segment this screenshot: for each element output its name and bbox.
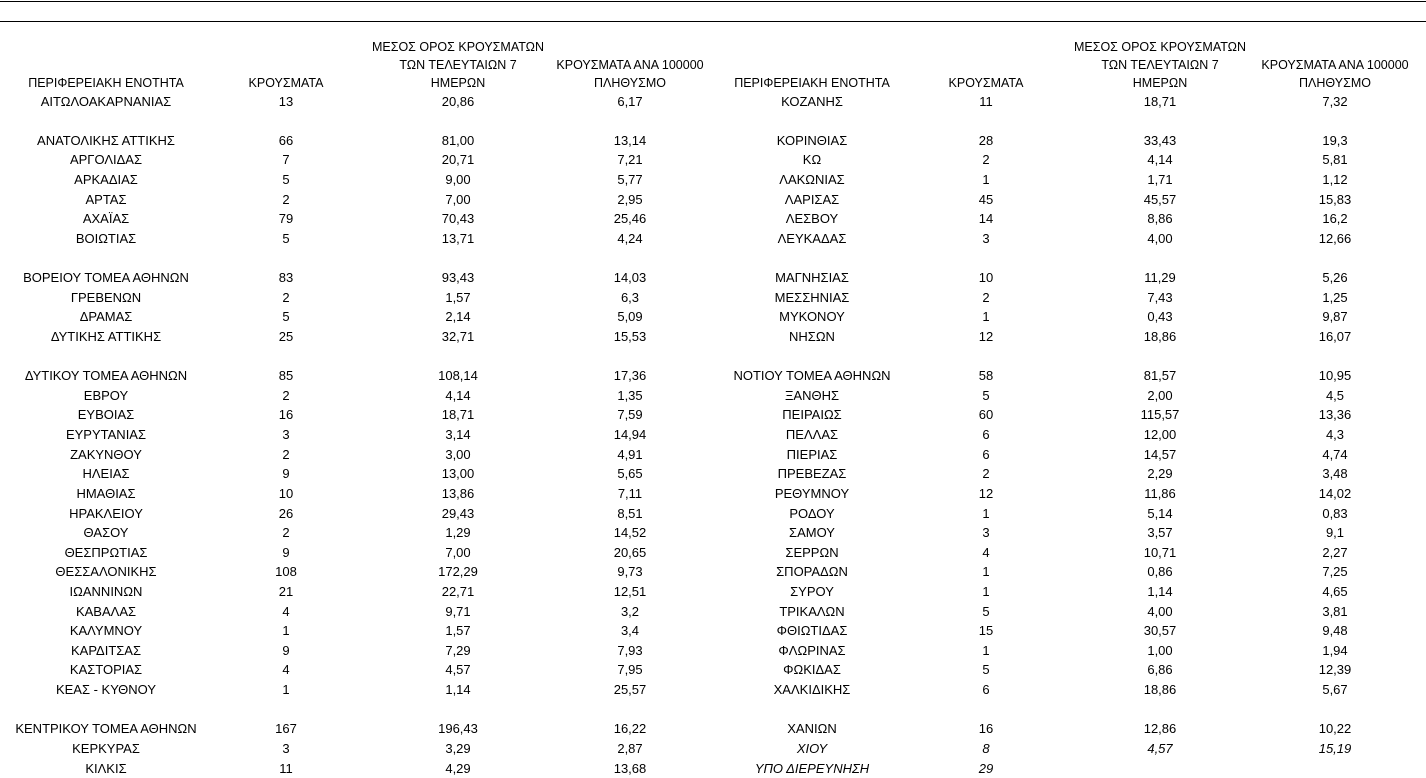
right-region-cell: ΡΕΘΥΜΝΟΥ [774,485,850,501]
left-cases-cell: 21 [278,584,294,599]
left-cases-cell: 2 [282,387,290,403]
right-avg7-cell: 3,57 [1147,525,1173,541]
right-region-cell: ΤΡΙΚΑΛΩΝ [779,603,845,619]
left-avg7-cell: 13,00 [441,466,475,482]
left-avg7-cell: 70,43 [441,211,475,227]
left-cases-cell: 13 [278,93,294,109]
left-per100k-cell: 7,93 [617,642,643,658]
right-table-row [0,719,1426,739]
right-avg7-cell: 18,86 [1143,682,1177,698]
left-avg7-cell: 1,29 [445,525,471,541]
left-avg7-cell: 1,14 [445,682,471,698]
left-cases-cell: 2 [282,289,290,305]
right-per100k-cell: 3,81 [1322,603,1348,619]
right-table-row [0,543,1426,563]
left-avg7-cell: 172,29 [438,564,478,580]
right-avg7-cell: 4,00 [1147,603,1173,619]
left-avg7-cell: 4,14 [445,387,471,403]
right-table-row [0,504,1426,524]
right-region-cell: ΚΟΖΑΝΗΣ [781,93,843,109]
right-table-row [0,464,1426,484]
left-header-per100k-line1: ΚΡΟΥΣΜΑΤΑ ΑΝΑ 100000 [556,58,704,72]
right-table-row [0,739,1426,759]
left-region-cell: ΚΙΛΚΙΣ [85,760,127,776]
left-region-cell: ΗΜΑΘΙΑΣ [76,485,136,501]
left-cases-cell: 9 [282,544,290,560]
right-cases-cell: 11 [979,93,993,109]
right-avg7-cell: 0,86 [1147,564,1173,580]
right-table-row [0,484,1426,504]
right-cases-cell: 58 [978,368,994,384]
right-avg7-cell: 4,00 [1147,230,1173,246]
left-avg7-cell: 7,00 [445,544,471,560]
right-avg7-cell: 12,00 [1143,427,1177,443]
left-per100k-cell: 6,17 [617,93,643,109]
right-region-cell: ΞΑΝΘΗΣ [784,387,840,403]
left-per100k-cell: 5,09 [617,309,643,325]
right-per100k-cell: 5,67 [1322,682,1348,698]
left-per100k-cell: 17,36 [613,368,647,384]
right-region-cell: ΦΛΩΡΙΝΑΣ [778,642,846,658]
right-region-cell: ΜΥΚΟΝΟΥ [779,309,845,325]
right-cases-cell: 1 [982,309,990,325]
right-per100k-cell: 16,2 [1322,211,1348,227]
left-region-cell: ΚΕΡΚΥΡΑΣ [72,740,140,756]
left-region-cell: ΘΕΣΠΡΩΤΙΑΣ [64,544,148,560]
left-avg7-cell: 32,71 [441,328,475,344]
right-per100k-cell: 1,12 [1322,171,1348,187]
right-cases-cell: 1 [982,642,990,658]
left-per100k-cell: 16,22 [613,721,647,737]
right-cases-cell: 5 [982,603,990,619]
right-per100k-cell: 19,3 [1322,132,1348,148]
left-cases-cell: 2 [282,446,290,462]
right-table-row [0,405,1426,425]
right-table-row [0,425,1426,445]
right-region-cell: ΠΙΕΡΙΑΣ [786,446,838,462]
right-table-row [0,229,1426,249]
right-table-row [0,621,1426,641]
right-per100k-cell: 5,26 [1322,270,1348,286]
left-per100k-cell: 14,94 [613,427,647,443]
left-region-cell: ΗΛΕΙΑΣ [82,466,130,482]
left-cases-cell: 10 [278,485,294,501]
left-per100k-cell: 5,77 [617,171,643,187]
right-per100k-cell: 15,83 [1318,191,1352,207]
right-table-row [0,131,1426,151]
left-region-cell: ΕΥΒΟΙΑΣ [77,407,135,423]
left-avg7-cell: 22,71 [441,584,475,599]
right-region-cell: ΥΠΟ ΔΙΕΡΕΥΝΗΣΗ [754,760,870,776]
left-per100k-cell: 12,51 [613,584,647,599]
left-region-cell: ΔΡΑΜΑΣ [79,309,133,325]
right-avg7-cell: 1,00 [1147,642,1173,658]
right-avg7-cell: 30,57 [1143,623,1177,639]
left-region-cell: ΘΕΣΣΑΛΟΝΙΚΗΣ [55,564,157,580]
left-region-cell: ΑΧΑΪΑΣ [82,211,130,227]
left-cases-cell: 4 [282,662,290,678]
right-avg7-cell: 18,86 [1143,328,1177,344]
left-region-cell: ΔΥΤΙΚΗΣ ΑΤΤΙΚΗΣ [50,328,162,344]
right-table-row [0,660,1426,680]
left-cases-cell: 26 [278,505,294,521]
left-cases-cell: 108 [275,564,297,580]
right-header-avg-line3: ΗΜΕΡΩΝ [1132,76,1188,90]
left-header-region: ΠΕΡΙΦΕΡΕΙΑΚΗ ΕΝΟΤΗΤΑ [28,76,184,90]
right-cases-cell: 16 [978,721,994,737]
right-cases-cell: 2 [982,152,990,168]
right-per100k-cell: 4,5 [1325,387,1345,403]
right-region-cell: ΦΘΙΩΤΙΔΑΣ [776,623,848,639]
right-region-cell: ΣΑΜΟΥ [789,525,835,541]
right-region-cell: ΣΠΟΡΑΔΩΝ [776,564,848,580]
right-table-row [0,641,1426,661]
right-cases-cell: 3 [982,230,990,246]
right-table-row [0,288,1426,308]
right-table-row [0,445,1426,465]
left-per100k-cell: 4,91 [617,446,643,462]
right-cases-cell: 1 [982,505,990,521]
right-table-row [0,582,1426,602]
left-cases-cell: 2 [282,525,290,541]
left-cases-cell: 66 [278,132,294,148]
left-region-cell: ΑΡΚΑΔΙΑΣ [74,171,138,187]
right-avg7-cell: 1,71 [1147,171,1173,187]
left-region-cell: ΕΒΡΟΥ [83,387,129,403]
right-avg7-cell: 81,57 [1143,368,1177,384]
right-cases-cell: 4 [982,544,990,560]
left-cases-cell: 5 [282,230,290,246]
right-cases-cell: 29 [978,760,994,776]
left-cases-cell: 79 [278,211,294,227]
right-cases-cell: 45 [978,191,994,207]
right-per100k-cell: 7,25 [1322,564,1348,580]
right-region-cell: ΣΕΡΡΩΝ [785,544,839,560]
right-cases-cell: 6 [982,446,990,462]
right-table-row [0,523,1426,543]
right-cases-cell: 5 [982,662,990,678]
left-per100k-cell: 7,21 [617,152,643,168]
left-per100k-cell: 14,03 [613,270,647,286]
right-cases-cell: 5 [982,387,990,403]
right-avg7-cell: 5,14 [1147,505,1173,521]
right-cases-cell: 3 [982,525,990,541]
left-per100k-cell: 13,14 [613,132,647,148]
left-per100k-cell: 1,35 [617,387,643,403]
right-region-cell: ΧΑΛΚΙΔΙΚΗΣ [773,682,851,698]
right-table-row [0,562,1426,582]
left-avg7-cell: 9,71 [445,603,471,619]
right-avg7-cell: 12,86 [1143,721,1177,737]
left-cases-cell: 4 [282,603,290,619]
left-region-cell: ΘΑΣΟΥ [83,525,129,541]
right-region-cell: ΚΩ [802,152,822,168]
left-cases-cell: 3 [282,427,290,443]
right-avg7-cell: 14,57 [1143,446,1177,462]
right-avg7-cell: 8,86 [1147,211,1173,227]
right-cases-cell: 60 [978,407,994,423]
left-header-cases: ΚΡΟΥΣΜΑΤΑ [248,76,324,90]
right-cases-cell: 6 [982,427,990,443]
left-cases-cell: 83 [278,270,294,286]
left-cases-cell: 9 [282,642,290,658]
left-cases-cell: 167 [275,721,297,737]
left-region-cell: ΚΑΣΤΟΡΙΑΣ [69,662,143,678]
right-avg7-cell: 6,86 [1147,662,1173,678]
right-table-row [0,759,1426,778]
right-per100k-cell: 15,19 [1318,740,1352,756]
right-per100k-cell: 4,74 [1322,446,1348,462]
left-avg7-cell: 3,14 [445,427,471,443]
right-per100k-cell: 10,95 [1318,368,1352,384]
right-cases-cell: 6 [982,682,990,698]
left-per100k-cell: 8,51 [617,505,643,521]
left-avg7-cell: 1,57 [445,289,471,305]
left-region-cell: ΕΥΡΥΤΑΝΙΑΣ [65,427,147,443]
left-per100k-cell: 7,95 [617,662,643,678]
left-per100k-cell: 3,4 [620,623,640,639]
left-per100k-cell: 7,11 [617,485,643,501]
left-region-cell: ΑΡΓΟΛΙΔΑΣ [69,152,143,168]
right-avg7-cell: 4,57 [1147,740,1173,756]
left-per100k-cell: 2,87 [617,740,643,756]
left-cases-cell: 5 [282,171,290,187]
left-region-cell: ΒΟΡΕΙΟΥ ΤΟΜΕΑ ΑΘΗΝΩΝ [23,270,189,286]
right-per100k-cell: 2,27 [1322,544,1348,560]
left-avg7-cell: 4,57 [445,662,471,678]
right-region-cell: ΚΟΡΙΝΘΙΑΣ [776,132,848,148]
left-per100k-cell: 20,65 [613,544,647,560]
right-region-cell: ΛΑΚΩΝΙΑΣ [779,171,845,187]
right-region-cell: ΦΩΚΙΔΑΣ [783,662,841,678]
right-per100k-cell: 9,48 [1322,623,1348,639]
right-avg7-cell: 0,43 [1147,309,1173,325]
left-cases-cell: 1 [282,623,290,639]
right-table-row [0,170,1426,190]
right-region-cell: ΛΕΥΚΑΔΑΣ [777,230,847,246]
right-table-row [0,248,1426,268]
right-region-cell: ΧΑΝΙΩΝ [787,721,837,737]
right-cases-cell: 28 [978,132,994,148]
right-per100k-cell: 13,36 [1318,407,1352,423]
left-header-avg-line1: ΜΕΣΟΣ ΟΡΟΣ ΚΡΟΥΣΜΑΤΩΝ [371,40,545,54]
right-region-cell: ΛΑΡΙΣΑΣ [784,191,840,207]
right-header-per100k-line2: ΠΛΗΘΥΣΜΟ [1299,76,1371,90]
left-region-cell: ΚΑΡΔΙΤΣΑΣ [70,642,142,658]
right-avg7-cell: 4,14 [1147,152,1173,168]
right-region-cell: ΠΡΕΒΕΖΑΣ [777,466,847,482]
right-header-per100k-line1: ΚΡΟΥΣΜΑΤΑ ΑΝΑ 100000 [1261,58,1409,72]
right-per100k-cell: 4,3 [1325,427,1345,443]
right-table-row [0,92,1426,112]
left-per100k-cell: 4,24 [617,230,643,246]
right-header-region: ΠΕΡΙΦΕΡΕΙΑΚΗ ΕΝΟΤΗΤΑ [734,76,890,90]
right-region-cell: ΡΟΔΟΥ [789,505,835,521]
right-per100k-cell: 12,66 [1318,230,1352,246]
left-per100k-cell: 7,59 [617,407,643,423]
right-per100k-cell: 0,83 [1322,505,1348,521]
right-region-cell: ΣΥΡΟΥ [790,584,834,599]
left-header-avg-line3: ΗΜΕΡΩΝ [430,76,486,90]
right-avg7-cell: 115,57 [1140,407,1180,423]
left-per100k-cell: 6,3 [620,289,640,305]
left-region-cell: ΚΑΒΑΛΑΣ [75,603,137,619]
right-per100k-cell: 12,39 [1318,662,1352,678]
left-avg7-cell: 196,43 [438,721,478,737]
right-avg7-cell: 11,86 [1144,485,1176,501]
right-region-cell: ΜΕΣΣΗΝΙΑΣ [774,289,850,305]
right-avg7-cell: 7,43 [1147,289,1173,305]
left-avg7-cell: 93,43 [441,270,475,286]
right-cases-cell: 1 [982,564,990,580]
left-per100k-cell: 3,2 [620,603,640,619]
right-cases-cell: 8 [982,740,990,756]
right-region-cell: ΝΟΤΙΟΥ ΤΟΜΕΑ ΑΘΗΝΩΝ [733,368,891,384]
left-region-cell: ΙΩΑΝΝΙΝΩΝ [69,584,143,599]
right-cases-cell: 2 [982,466,990,482]
left-avg7-cell: 20,86 [441,93,475,109]
right-table-row [0,366,1426,386]
left-cases-cell: 11 [279,760,293,776]
right-table-row [0,209,1426,229]
left-cases-cell: 1 [282,682,290,698]
right-cases-cell: 10 [978,270,994,286]
left-avg7-cell: 3,29 [445,740,471,756]
right-per100k-cell: 1,94 [1322,642,1348,658]
right-per100k-cell: 3,48 [1322,466,1348,482]
right-table-row [0,386,1426,406]
left-cases-cell: 7 [282,152,290,168]
right-table-row [0,150,1426,170]
right-per100k-cell: 10,22 [1318,721,1352,737]
right-cases-cell: 12 [978,485,994,501]
right-cases-cell: 15 [978,623,994,639]
top-border-line [0,1,1426,2]
left-region-cell: ΑΙΤΩΛΟΑΚΑΡΝΑΝΙΑΣ [40,93,172,109]
left-avg7-cell: 20,71 [441,152,475,168]
right-cases-cell: 12 [978,328,994,344]
right-header-cases: ΚΡΟΥΣΜΑΤΑ [948,76,1024,90]
left-region-cell: ΒΟΙΩΤΙΑΣ [75,230,137,246]
right-table-row [0,111,1426,131]
right-table-row [0,327,1426,347]
left-avg7-cell: 4,29 [445,760,471,776]
header-separator-line [0,21,1426,22]
left-avg7-cell: 9,00 [445,171,471,187]
right-region-cell: ΜΑΓΝΗΣΙΑΣ [775,270,849,286]
left-per100k-cell: 13,68 [613,760,647,776]
right-table-row [0,190,1426,210]
right-avg7-cell: 18,71 [1143,93,1177,109]
left-avg7-cell: 3,00 [445,446,471,462]
left-avg7-cell: 7,00 [445,191,471,207]
left-cases-cell: 16 [278,407,294,423]
left-avg7-cell: 81,00 [441,132,475,148]
right-cases-cell: 1 [982,584,990,599]
left-region-cell: ΚΑΛΥΜΝΟΥ [69,623,143,639]
left-cases-cell: 25 [278,328,294,344]
left-per100k-cell: 25,46 [613,211,647,227]
right-avg7-cell: 1,14 [1147,584,1173,599]
left-avg7-cell: 29,43 [441,505,475,521]
right-avg7-cell: 33,43 [1143,132,1177,148]
left-region-cell: ΚΕΑΣ - ΚΥΘΝΟΥ [55,682,157,698]
left-cases-cell: 2 [282,191,290,207]
right-table-row [0,602,1426,622]
left-avg7-cell: 108,14 [438,368,478,384]
left-region-cell: ΖΑΚΥΝΘΟΥ [70,446,142,462]
left-region-cell: ΑΝΑΤΟΛΙΚΗΣ ΑΤΤΙΚΗΣ [37,132,175,148]
right-per100k-cell: 7,32 [1322,93,1348,109]
right-table-row [0,700,1426,720]
left-cases-cell: 85 [278,368,294,384]
right-cases-cell: 14 [978,211,994,227]
left-cases-cell: 3 [282,740,290,756]
right-region-cell: ΠΕΙΡΑΙΩΣ [782,407,842,423]
left-cases-cell: 5 [282,309,290,325]
right-header-avg-line2: ΤΩΝ ΤΕΛΕΥΤΑΙΩΝ 7 [1101,58,1219,72]
right-region-cell: ΧΙΟΥ [796,740,828,756]
right-cases-cell: 2 [982,289,990,305]
right-avg7-cell: 2,29 [1147,466,1173,482]
left-header-avg-line2: ΤΩΝ ΤΕΛΕΥΤΑΙΩΝ 7 [399,58,517,72]
right-region-cell: ΠΕΛΛΑΣ [785,427,839,443]
left-region-cell: ΗΡΑΚΛΕΙΟΥ [69,505,143,521]
right-table-row [0,307,1426,327]
left-region-cell: ΓΡΕΒΕΝΩΝ [70,289,142,305]
left-region-cell: ΑΡΤΑΣ [85,191,127,207]
right-per100k-cell: 16,07 [1318,328,1352,344]
left-per100k-cell: 9,73 [617,564,643,580]
left-per100k-cell: 14,52 [613,525,647,541]
left-avg7-cell: 13,71 [441,230,475,246]
right-table-row [0,268,1426,288]
right-per100k-cell: 1,25 [1322,289,1348,305]
left-avg7-cell: 1,57 [445,623,471,639]
right-avg7-cell: 11,29 [1144,270,1176,286]
right-avg7-cell: 45,57 [1143,191,1177,207]
right-per100k-cell: 9,1 [1325,525,1345,541]
right-region-cell: ΝΗΣΩΝ [789,328,835,344]
right-avg7-cell: 2,00 [1147,387,1173,403]
left-region-cell: ΔΥΤΙΚΟΥ ΤΟΜΕΑ ΑΘΗΝΩΝ [24,368,188,384]
right-region-cell: ΛΕΣΒΟΥ [785,211,839,227]
right-table-row [0,347,1426,367]
left-per100k-cell: 15,53 [613,328,647,344]
left-region-cell: ΚΕΝΤΡΙΚΟΥ ΤΟΜΕΑ ΑΘΗΝΩΝ [15,721,197,737]
right-table-row [0,680,1426,700]
left-cases-cell: 9 [282,466,290,482]
right-cases-cell: 1 [982,171,990,187]
right-header-avg-line1: ΜΕΣΟΣ ΟΡΟΣ ΚΡΟΥΣΜΑΤΩΝ [1073,40,1247,54]
left-per100k-cell: 25,57 [613,682,647,698]
left-per100k-cell: 5,65 [617,466,643,482]
right-per100k-cell: 9,87 [1322,309,1348,325]
left-per100k-cell: 2,95 [617,191,643,207]
left-avg7-cell: 18,71 [441,407,475,423]
right-avg7-cell: 10,71 [1143,544,1177,560]
left-avg7-cell: 7,29 [445,642,471,658]
right-per100k-cell: 14,02 [1318,485,1352,501]
right-per100k-cell: 4,65 [1322,584,1348,599]
left-header-per100k-line2: ΠΛΗΘΥΣΜΟ [594,76,666,90]
right-per100k-cell: 5,81 [1322,152,1348,168]
left-avg7-cell: 2,14 [445,309,471,325]
left-avg7-cell: 13,86 [441,485,475,501]
